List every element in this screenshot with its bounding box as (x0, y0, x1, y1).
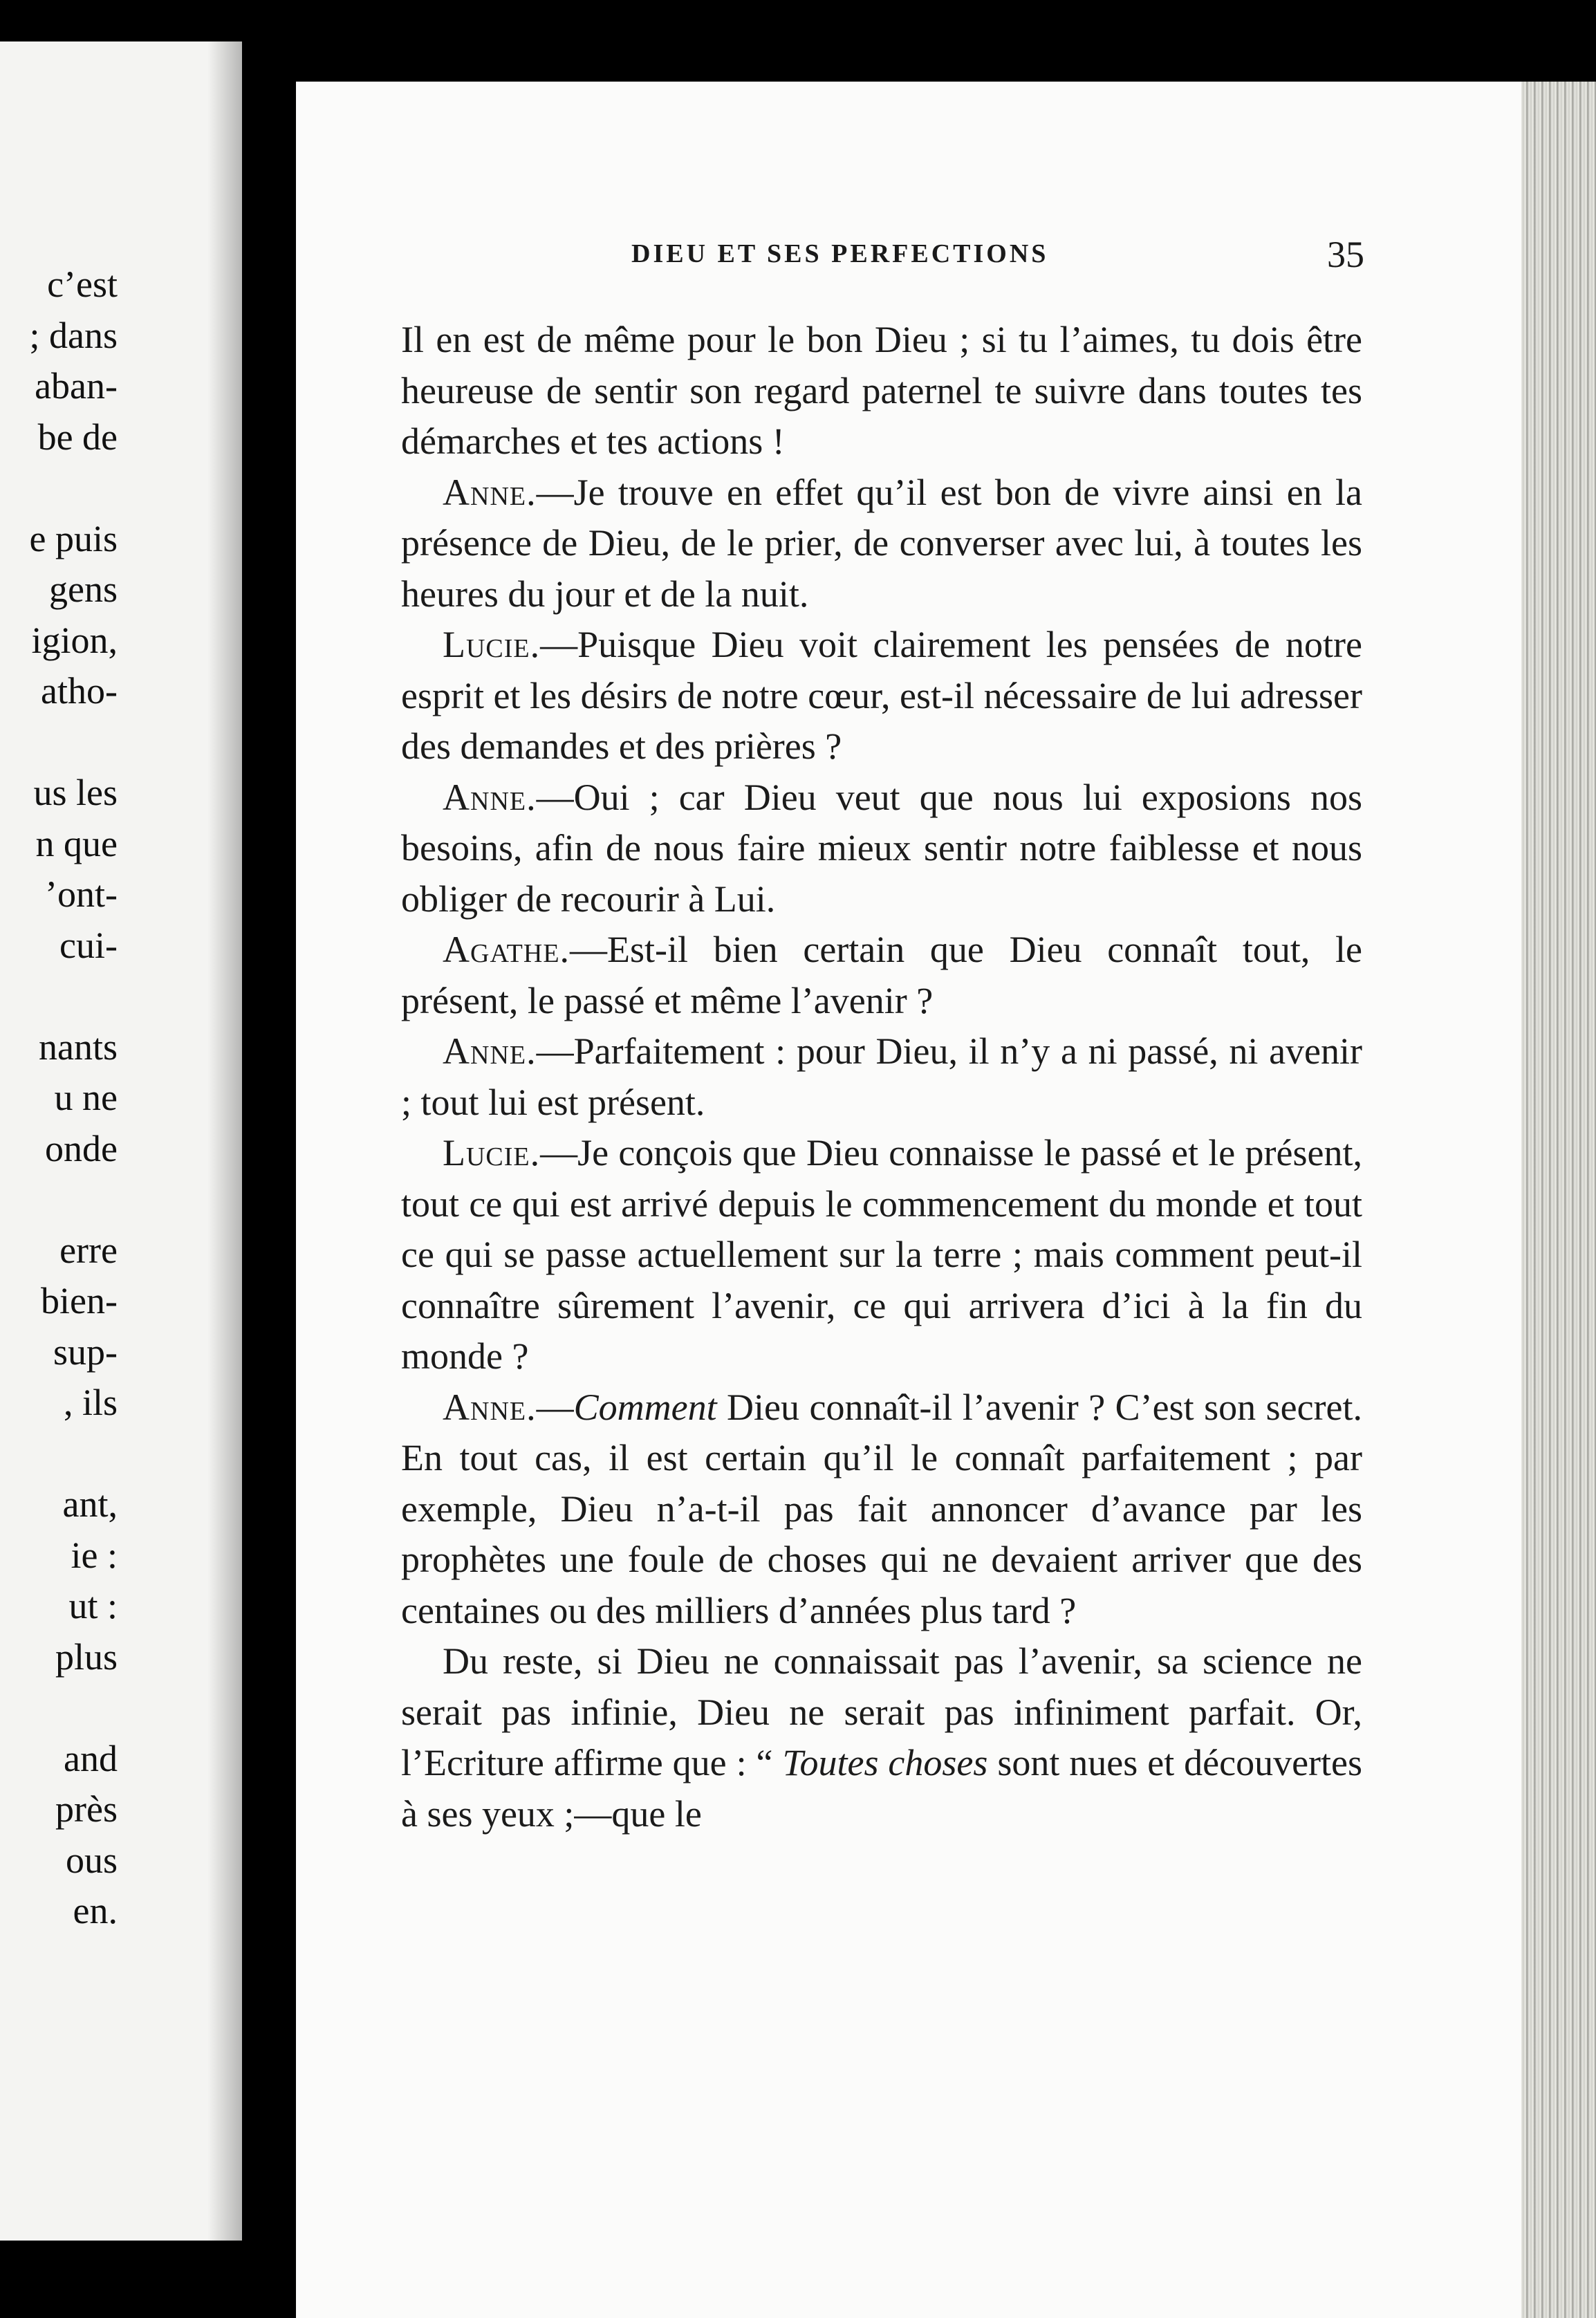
paragraph (401, 1636, 1362, 1839)
facing-page-line: près (55, 1788, 118, 1830)
dialogue-dash: — (536, 1386, 574, 1428)
facing-page-line: n que (35, 822, 118, 864)
facing-page-line: atho- (41, 670, 118, 712)
facing-page-line: cui- (59, 924, 118, 966)
facing-page-line: ous (65, 1839, 118, 1881)
facing-page-line: and (64, 1737, 118, 1779)
dialogue-text: —Oui ; car Dieu veut que nous lui exposions nos besoins, afin de nous faire mieux sentir notre faiblesse et nous obliger de recourir à Lui. (401, 776, 1362, 920)
speaker-name: Lucie. (443, 624, 541, 665)
facing-page-line: ’ont- (45, 873, 118, 915)
speaker-name: Anne. (443, 471, 537, 513)
facing-page-line: ant, (62, 1483, 118, 1525)
facing-page-line: e puis (29, 517, 118, 559)
dialogue-text: —Parfaitement : pour Dieu, il n’y a ni passé, ni avenir ; tout lui est présent. (401, 1030, 1362, 1123)
dialogue-paragraph (401, 1026, 1362, 1128)
dialogue-text: —Je trouve en effet qu’il est bon de vivre ainsi en la présence de Dieu, de le prier, de converser avec lui, à toutes les heures du jour et de la nuit. (401, 471, 1362, 615)
facing-page-line: nants (39, 1026, 118, 1068)
facing-page-line: , ils (63, 1382, 118, 1423)
facing-page-left (0, 41, 242, 2241)
dialogue-text: —Puisque Dieu voit clairement les pensées de notre esprit et les désirs de notre cœur, est-il nécessaire de lui adresser des demandes et des prières ? (401, 624, 1362, 767)
gutter-shadow (207, 41, 242, 2241)
facing-page-line: be de (37, 416, 118, 458)
quoted-italic-text: Toutes choses (782, 1742, 988, 1783)
dialogue-text: —Je conçois que Dieu connaisse le passé et le présent, tout ce qui est arrivé depuis le commencement du monde et tout ce qui se passe actuellement sur la terre ; mais comment peut-il connaître sûrement l’avenir, ce qui arrivera d’ici à la fin du monde ? (401, 1132, 1362, 1377)
dialogue-text: Dieu connaît-il l’avenir ? C’est son secret. En tout cas, il est certain qu’il le connaît parfaitement ; par exemple, Dieu n’a-t-il pas fait annoncer d’avance par les prophètes une foule de choses qui ne devaient arriver que des centaines ou des milliers d’années plus tard ? (401, 1386, 1362, 1631)
running-title: DIEU ET SES PERFECTIONS (631, 239, 1049, 268)
body-text (401, 315, 1362, 1839)
paragraph-text: Du reste, si Dieu ne connaissait pas l’avenir, sa science ne serait pas infinie, Dieu ne serait pas infiniment parfait. Or, l’Ecriture affirme que : “ (401, 1640, 1362, 1783)
dialogue-paragraph (401, 925, 1362, 1026)
dialogue-text: —Est-il bien certain que Dieu connaît tout, le présent, le passé et même l’avenir ? (401, 929, 1362, 1021)
speaker-name: Lucie. (443, 1132, 541, 1174)
facing-page-line: ut : (68, 1585, 118, 1626)
speaker-name: Agathe. (443, 929, 570, 970)
facing-page-line: en. (73, 1890, 118, 1931)
page-number: 35 (1327, 234, 1364, 275)
dialogue-paragraph (401, 1128, 1362, 1382)
facing-page-line: u ne (54, 1077, 118, 1118)
dialogue-paragraph (401, 1382, 1362, 1637)
page-edges (1521, 82, 1596, 2318)
facing-page-line: c’est (47, 263, 118, 305)
dialogue-paragraph (401, 620, 1362, 772)
speaker-name: Anne. (443, 776, 537, 818)
facing-page-text-fragments (0, 41, 118, 2241)
facing-page-line: igion, (31, 619, 118, 661)
paragraph-text: sont nues et découvertes à ses yeux ;—que le (401, 1742, 1363, 1835)
facing-page-line: bien- (41, 1280, 118, 1322)
facing-page-line: onde (45, 1127, 118, 1169)
emphasis-text: Comment (573, 1386, 717, 1428)
paragraph (401, 315, 1362, 467)
facing-page-line: plus (55, 1635, 118, 1678)
speaker-name: Anne. (443, 1386, 537, 1428)
facing-page-line: erre (59, 1229, 118, 1271)
dialogue-paragraph (401, 772, 1362, 925)
facing-page-line: sup- (53, 1330, 118, 1373)
facing-page-line: aban- (35, 365, 118, 407)
speaker-name: Anne. (443, 1030, 537, 1072)
paragraph-text: Il en est de même pour le bon Dieu ; si tu l’aimes, tu dois être heureuse de sentir son regard paternel te suivre dans toutes tes démarches et tes actions ! (401, 319, 1362, 462)
dialogue-paragraph (401, 467, 1362, 620)
facing-page-line: gens (49, 568, 118, 610)
facing-page-line: ie : (71, 1534, 118, 1576)
facing-page-line: ; dans (29, 314, 118, 356)
facing-page-line: us les (33, 772, 118, 813)
